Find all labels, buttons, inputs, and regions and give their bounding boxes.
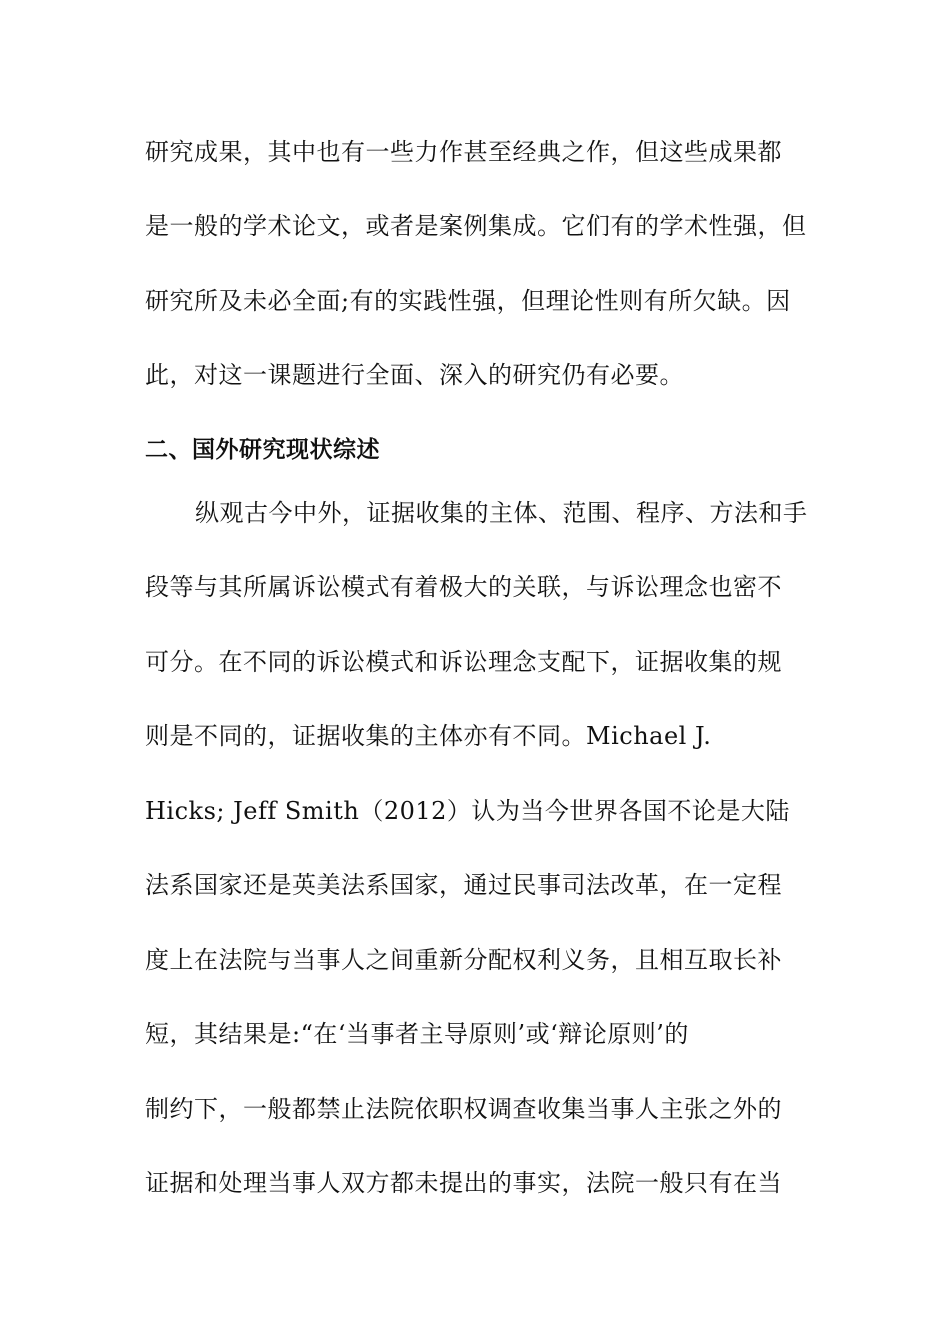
paragraph-2-line-4: 则是不同的，证据收集的主体亦有不同。Michael J. xyxy=(145,722,712,750)
section-heading: 二、国外研究现状综述 xyxy=(145,437,380,463)
paragraph-2-line-6: 法系国家还是英美法系国家，通过民事司法改革，在一定程 xyxy=(145,871,782,899)
paragraph-1-line-1: 研究成果，其中也有一些力作甚至经典之作，但这些成果都 xyxy=(145,138,782,166)
paragraph-2-line-7: 度上在法院与当事人之间重新分配权利义务，且相互取长补 xyxy=(145,946,782,974)
paragraph-2-line-9: 制约下，一般都禁止法院依职权调查收集当事人主张之外的 xyxy=(145,1095,782,1123)
paragraph-2-line-8: 短，其结果是:“在‘当事者主导原则’或‘辩论原则’的 xyxy=(145,1020,689,1048)
paragraph-2-line-5: Hicks; Jeff Smith（2012）认为当今世界各国不论是大陆 xyxy=(145,797,790,825)
paragraph-2-line-2: 段等与其所属诉讼模式有着极大的关联，与诉讼理念也密不 xyxy=(145,573,782,601)
paragraph-2-line-1: 纵观古今中外，证据收集的主体、范围、程序、方法和手 xyxy=(195,499,808,527)
paragraph-2-line-10: 证据和处理当事人双方都未提出的事实，法院一般只有在当 xyxy=(145,1169,782,1197)
paragraph-2-line-3: 可分。在不同的诉讼模式和诉讼理念支配下，证据收集的规 xyxy=(145,648,782,676)
paragraph-1-line-4: 此，对这一课题进行全面、深入的研究仍有必要。 xyxy=(145,361,684,389)
paragraph-1-line-2: 是一般的学术论文，或者是案例集成。它们有的学术性强，但 xyxy=(145,212,807,240)
paragraph-1-line-3: 研究所及未必全面;有的实践性强，但理论性则有所欠缺。因 xyxy=(145,287,791,315)
